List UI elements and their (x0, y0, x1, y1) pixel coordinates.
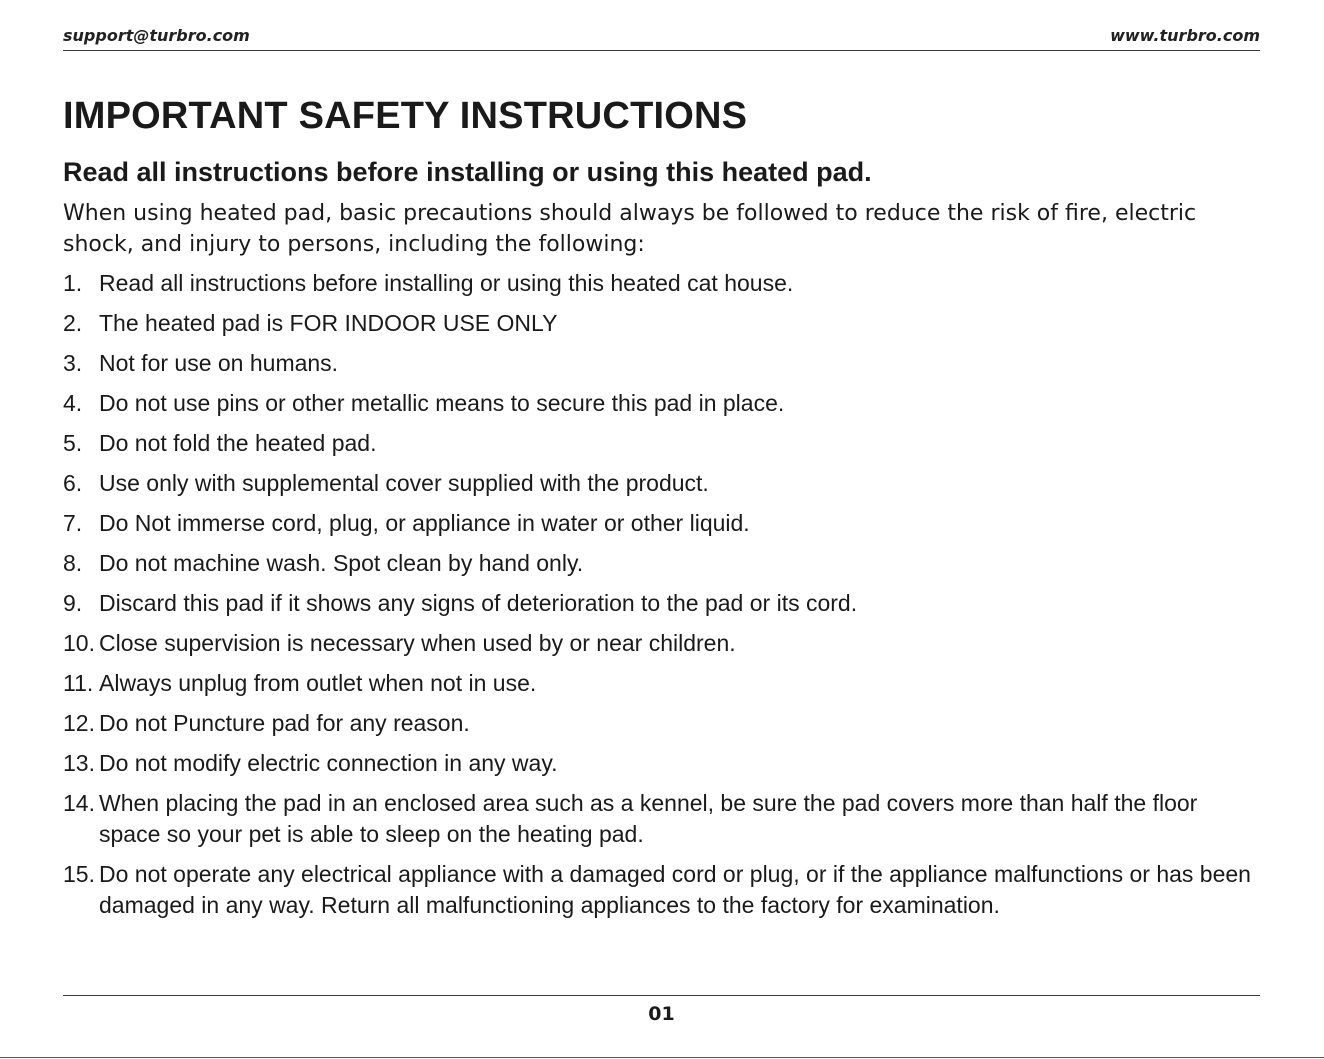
item-text: Do not fold the heated pad. (99, 430, 377, 456)
list-item (63, 628, 1263, 659)
list-item (63, 859, 1263, 921)
website-url: www.turbro.com (1110, 26, 1260, 45)
page-header (63, 26, 1260, 51)
item-number: 6. (63, 470, 83, 496)
item-text: Read all instructions before installing or using this heated cat house. (99, 270, 794, 296)
list-item (63, 348, 1263, 379)
list-item (63, 588, 1263, 619)
page-title: IMPORTANT SAFETY INSTRUCTIONS (63, 95, 748, 137)
list-item (63, 748, 1263, 779)
item-text: Always unplug from outlet when not in use. (99, 670, 537, 696)
list-item (63, 508, 1263, 539)
item-text: Discard this pad if it shows any signs of deterioration to the pad or its cord. (99, 590, 858, 616)
item-number: 9. (63, 590, 83, 616)
item-number: 1. (63, 270, 83, 296)
item-text: Not for use on humans. (99, 350, 339, 376)
item-text: Use only with supplemental cover supplied with the product. (99, 470, 709, 496)
item-number: 15. (63, 861, 95, 887)
list-item (63, 388, 1263, 419)
item-number: 7. (63, 510, 83, 536)
item-number: 13. (63, 750, 95, 776)
support-email: support@turbro.com (63, 26, 250, 45)
item-text: The heated pad is FOR INDOOR USE ONLY (99, 310, 558, 336)
intro-paragraph: When using heated pad, basic precautions should always be followed to reduce the risk of fire, electric shock, and injury to persons, including the following: (63, 201, 1197, 257)
item-text: When placing the pad in an enclosed area such as a kennel, be sure the pad covers more than half the floor space so your pet is able to sleep on the heating pad. (99, 790, 1198, 847)
item-number: 12. (63, 710, 95, 736)
item-text: Do not machine wash. Spot clean by hand only. (99, 550, 584, 576)
list-item (63, 668, 1263, 699)
item-number: 3. (63, 350, 83, 376)
item-number: 14. (63, 790, 95, 816)
list-item (63, 428, 1263, 459)
safety-instructions-list (63, 268, 1263, 930)
item-number: 2. (63, 310, 83, 336)
item-text: Do not operate any electrical appliance with a damaged cord or plug, or if the appliance malfunctions or has been damaged in any way. Return all malfunctioning appliances to the factory for examination. (99, 861, 1251, 918)
list-item (63, 308, 1263, 339)
page-subtitle: Read all instructions before installing or using this heated pad. (63, 157, 872, 187)
item-number: 5. (63, 430, 83, 456)
item-number: 8. (63, 550, 83, 576)
item-text: Do not use pins or other metallic means to secure this pad in place. (99, 390, 785, 416)
list-item (63, 788, 1263, 850)
page-number: 01 (648, 1003, 675, 1025)
item-text: Do not Puncture pad for any reason. (99, 710, 470, 736)
item-number: 4. (63, 390, 83, 416)
item-text: Do not modify electric connection in any way. (99, 750, 558, 776)
item-text: Close supervision is necessary when used by or near children. (99, 630, 736, 656)
item-number: 11. (63, 670, 94, 696)
footer-divider (63, 995, 1260, 996)
item-number: 10. (63, 630, 95, 656)
list-item (63, 268, 1263, 299)
list-item (63, 548, 1263, 579)
page-bottom-edge (0, 1057, 1324, 1058)
list-item (63, 708, 1263, 739)
manual-page (63, 0, 1260, 1059)
list-item (63, 468, 1263, 499)
item-text: Do Not immerse cord, plug, or appliance in water or other liquid. (99, 510, 750, 536)
